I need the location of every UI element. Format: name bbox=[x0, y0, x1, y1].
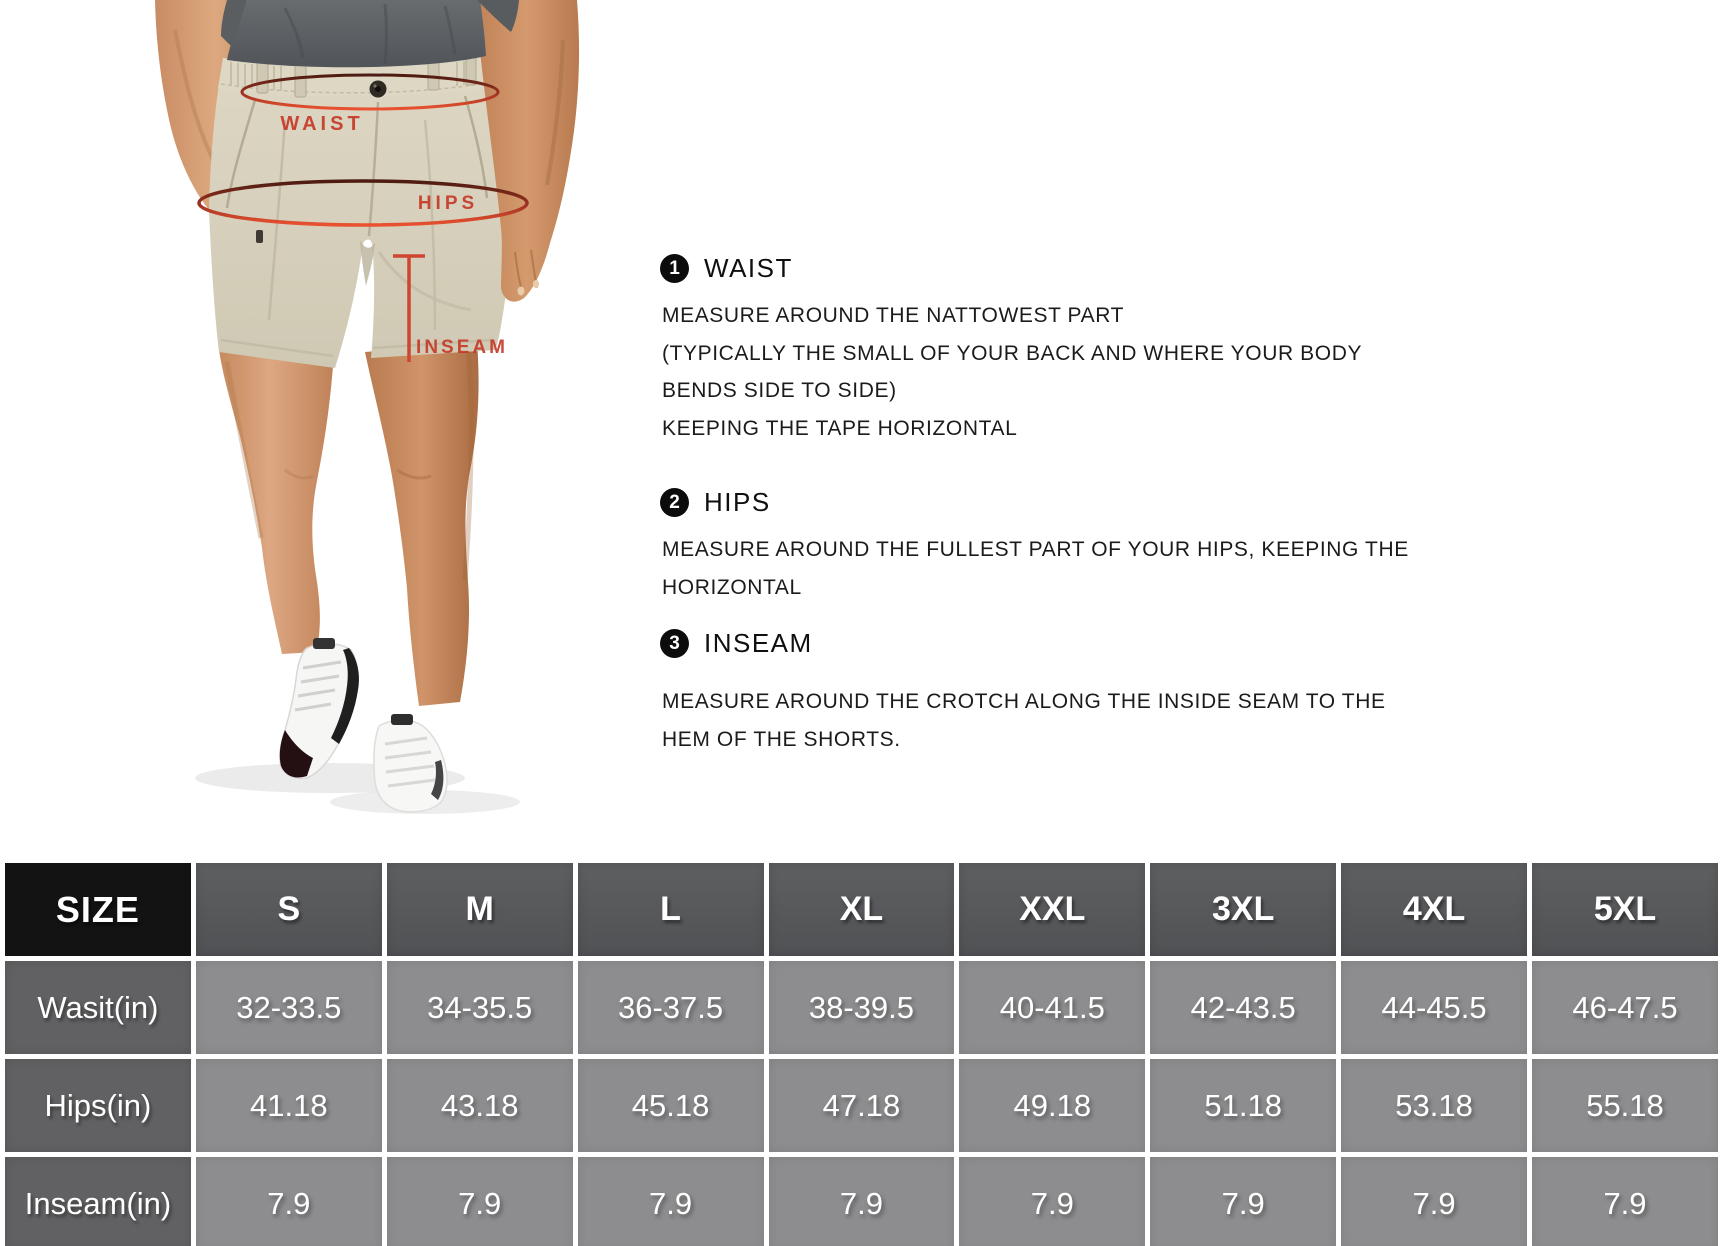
section-title: WAIST bbox=[704, 253, 793, 283]
inseam-row bbox=[5, 1157, 1718, 1246]
size-col-header: S bbox=[196, 863, 382, 956]
instruction-line: (TYPICALLY THE SMALL OF YOUR BACK AND WHERE YOUR BODY bbox=[662, 341, 1363, 365]
bullet-1-icon: 1 bbox=[660, 254, 689, 283]
table-cell: 47.18 bbox=[769, 1059, 955, 1152]
table-cell: 7.9 bbox=[578, 1157, 764, 1246]
hips-row bbox=[5, 1059, 1718, 1152]
table-cell: 7.9 bbox=[1532, 1157, 1718, 1246]
instruction-line: MEASURE AROUND THE FULLEST PART OF YOUR HIPS, KEEPING THE bbox=[662, 538, 1409, 561]
size-col-header: 4XL bbox=[1341, 863, 1527, 956]
table-cell: 7.9 bbox=[387, 1157, 573, 1246]
left-shoe bbox=[280, 638, 359, 779]
table-cell: 40-41.5 bbox=[959, 961, 1145, 1054]
section-title: HIPS bbox=[704, 487, 771, 517]
table-cell: 32-33.5 bbox=[196, 961, 382, 1054]
table-cell: 7.9 bbox=[1341, 1157, 1527, 1246]
instruction-section-hips bbox=[660, 487, 1409, 606]
bullet-3-icon: 3 bbox=[660, 629, 689, 658]
table-cell: 7.9 bbox=[1150, 1157, 1336, 1246]
zipper-pull bbox=[256, 230, 263, 243]
size-col-header: 5XL bbox=[1532, 863, 1718, 956]
size-chart-table bbox=[0, 858, 1723, 1246]
left-leg bbox=[219, 350, 333, 654]
model-illustration bbox=[135, 0, 595, 820]
table-cell: 7.9 bbox=[959, 1157, 1145, 1246]
size-col-header: 3XL bbox=[1150, 863, 1336, 956]
waist-row bbox=[5, 961, 1718, 1054]
table-cell: 7.9 bbox=[769, 1157, 955, 1246]
instruction-section-inseam bbox=[660, 628, 1386, 758]
instruction-line: KEEPING THE TAPE HORIZONTAL bbox=[662, 416, 1018, 440]
bullet-2-icon: 2 bbox=[660, 488, 689, 517]
hips-ring-label: HIPS bbox=[417, 193, 479, 214]
inseam-ring-label: INSEAM bbox=[416, 337, 508, 358]
row-label: Wasit(in) bbox=[5, 961, 191, 1054]
table-cell: 45.18 bbox=[578, 1059, 764, 1152]
table-cell: 49.18 bbox=[959, 1059, 1145, 1152]
size-col-header: M bbox=[387, 863, 573, 956]
size-col-header: L bbox=[578, 863, 764, 956]
table-cell: 36-37.5 bbox=[578, 961, 764, 1054]
instruction-line: HEM OF THE SHORTS. bbox=[662, 727, 901, 751]
table-cell: 41.18 bbox=[196, 1059, 382, 1152]
measurement-instructions bbox=[660, 253, 1409, 773]
row-label: Hips(in) bbox=[5, 1059, 191, 1152]
size-col-header: XL bbox=[769, 863, 955, 956]
waist-ring-label: WAIST bbox=[280, 113, 364, 135]
table-cell: 7.9 bbox=[196, 1157, 382, 1246]
size-header-row bbox=[5, 863, 1718, 956]
instruction-line: HORIZONTAL bbox=[662, 575, 802, 599]
row-label: Inseam(in) bbox=[5, 1157, 191, 1246]
table-cell: 42-43.5 bbox=[1150, 961, 1336, 1054]
table-cell: 44-45.5 bbox=[1341, 961, 1527, 1054]
model-photo bbox=[135, 0, 595, 820]
table-cell: 34-35.5 bbox=[387, 961, 573, 1054]
table-cell: 43.18 bbox=[387, 1059, 573, 1152]
right-shoe bbox=[374, 714, 447, 812]
size-header-cell: SIZE bbox=[5, 863, 191, 956]
size-col-header: XXL bbox=[959, 863, 1145, 956]
table-cell: 55.18 bbox=[1532, 1059, 1718, 1152]
right-leg bbox=[365, 342, 479, 706]
shirt bbox=[221, 0, 519, 67]
table-cell: 46-47.5 bbox=[1532, 961, 1718, 1054]
table-cell: 53.18 bbox=[1341, 1059, 1527, 1152]
table-cell: 38-39.5 bbox=[769, 961, 955, 1054]
instruction-line: BENDS SIDE TO SIDE) bbox=[662, 379, 897, 402]
instruction-line: MEASURE AROUND THE CROTCH ALONG THE INSIDE SEAM TO THE bbox=[662, 690, 1386, 713]
table-cell: 51.18 bbox=[1150, 1059, 1336, 1152]
section-title: INSEAM bbox=[704, 628, 813, 658]
instruction-line: MEASURE AROUND THE NATTOWEST PART bbox=[662, 304, 1125, 327]
instruction-section-waist bbox=[660, 253, 1362, 447]
